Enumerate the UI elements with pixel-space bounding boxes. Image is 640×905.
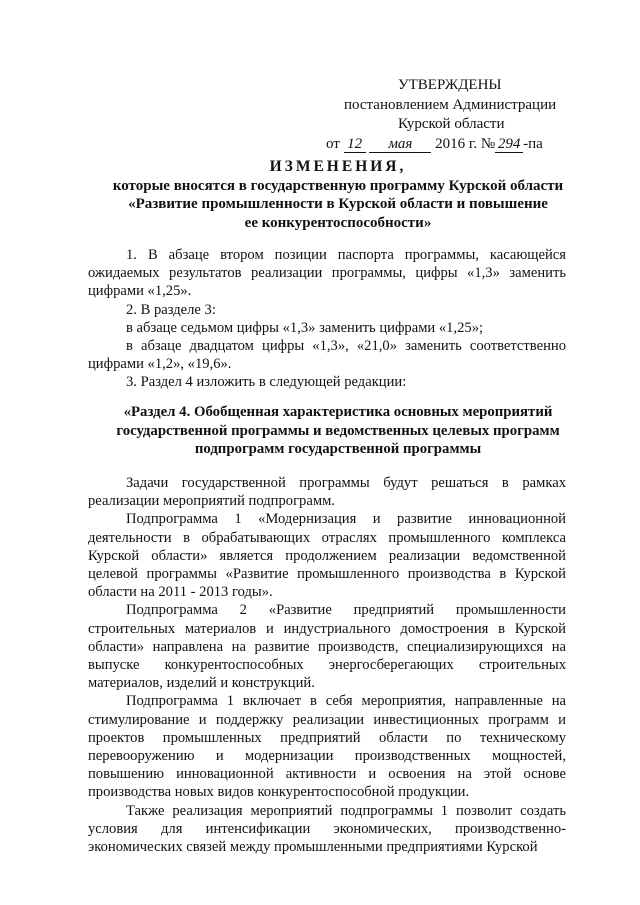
approval-month: мая [369, 137, 431, 153]
title-line-2: «Развитие промышленности в Курской области и повышение [128, 196, 548, 212]
section-heading-line-3: подпрограмм государственной программы [194, 441, 482, 457]
approval-day: 12 [344, 137, 366, 153]
title-heading: ИЗМЕНЕНИЯ, [269, 158, 407, 175]
document-title [88, 158, 588, 232]
approval-stamp [326, 76, 590, 154]
title-line-3: ее конкурентоспособности» [244, 214, 432, 231]
approval-date-prefix: от [326, 135, 340, 152]
approval-suffix: -па [523, 135, 543, 152]
section-heading [88, 403, 588, 459]
item-1: 1. В абзаце втором позиции паспорта программы, касающейся ожидаемых результатов реализации программы, цифры «1,3» заменить цифрами «1,25». [88, 247, 566, 300]
section-heading-line-1: «Раздел 4. Обобщенная характеристика основных мероприятий [123, 404, 553, 420]
item-2: 2. В разделе 3: [126, 301, 216, 318]
approval-year: 2016 г. № [435, 135, 496, 152]
section-body [88, 474, 566, 856]
body-paragraph-5: Также реализация мероприятий подпрограммы 1 позволит создать условия для интенсификации экономических, производственно-экономических связей между промышленными предприятиями Курской [88, 802, 566, 856]
section-heading-line-2: государственной программы и ведомственных целевых программ [116, 422, 560, 439]
approval-number: 294 [495, 137, 523, 153]
body-paragraph-3: Подпрограмма 2 «Развитие предприятий промышленности строительных материалов и индустриального домостроения в Курской области» направлена на развитие производств, специализирующихся на выпуске конкурентоспособных энергосберегающих строительных материалов, изделий и конструкций. [88, 602, 566, 692]
item-3: 3. Раздел 4 изложить в следующей редакции: [126, 374, 407, 391]
body-paragraph-1: Задачи государственной программы будут решаться в рамках реализации мероприятий подпрограмм. [88, 475, 566, 510]
approval-heading: УТВЕРЖДЕНЫ [398, 77, 502, 93]
body-paragraph-4: Подпрограмма 1 включает в себя мероприятия, направленные на стимулирование и поддержку реализации инвестиционных программ и проектов промышленных предприятий области по техническому перевооружению и модернизации производственных мощностей, повышению инновационной активности и освоения на этой основе производства новых видов конкурентоспособной продукции. [88, 693, 566, 801]
approval-authority: постановлением Администрации [344, 96, 557, 113]
item-2-sub-1: в абзаце седьмом цифры «1,3» заменить цифрами «1,25»; [126, 319, 484, 336]
body-paragraph-2: Подпрограмма 1 «Модернизация и развитие инновационной деятельности в обрабатывающих отраслях промышленного комплекса Курской области» является продолжением реализации ведомственной целевой программы «Развитие промышленного производства в Курской области на 2011 - 2013 годы». [88, 511, 566, 601]
title-line-1: которые вносятся в государственную программу Курской области [112, 177, 564, 194]
item-2-sub-2: в абзаце двадцатом цифры «1,3», «21,0» заменить соответственно цифрами «1,2», «19,6». [88, 338, 566, 373]
approval-region: Курской области [398, 116, 505, 132]
amendment-items [88, 246, 566, 392]
approval-date-line [326, 135, 590, 155]
